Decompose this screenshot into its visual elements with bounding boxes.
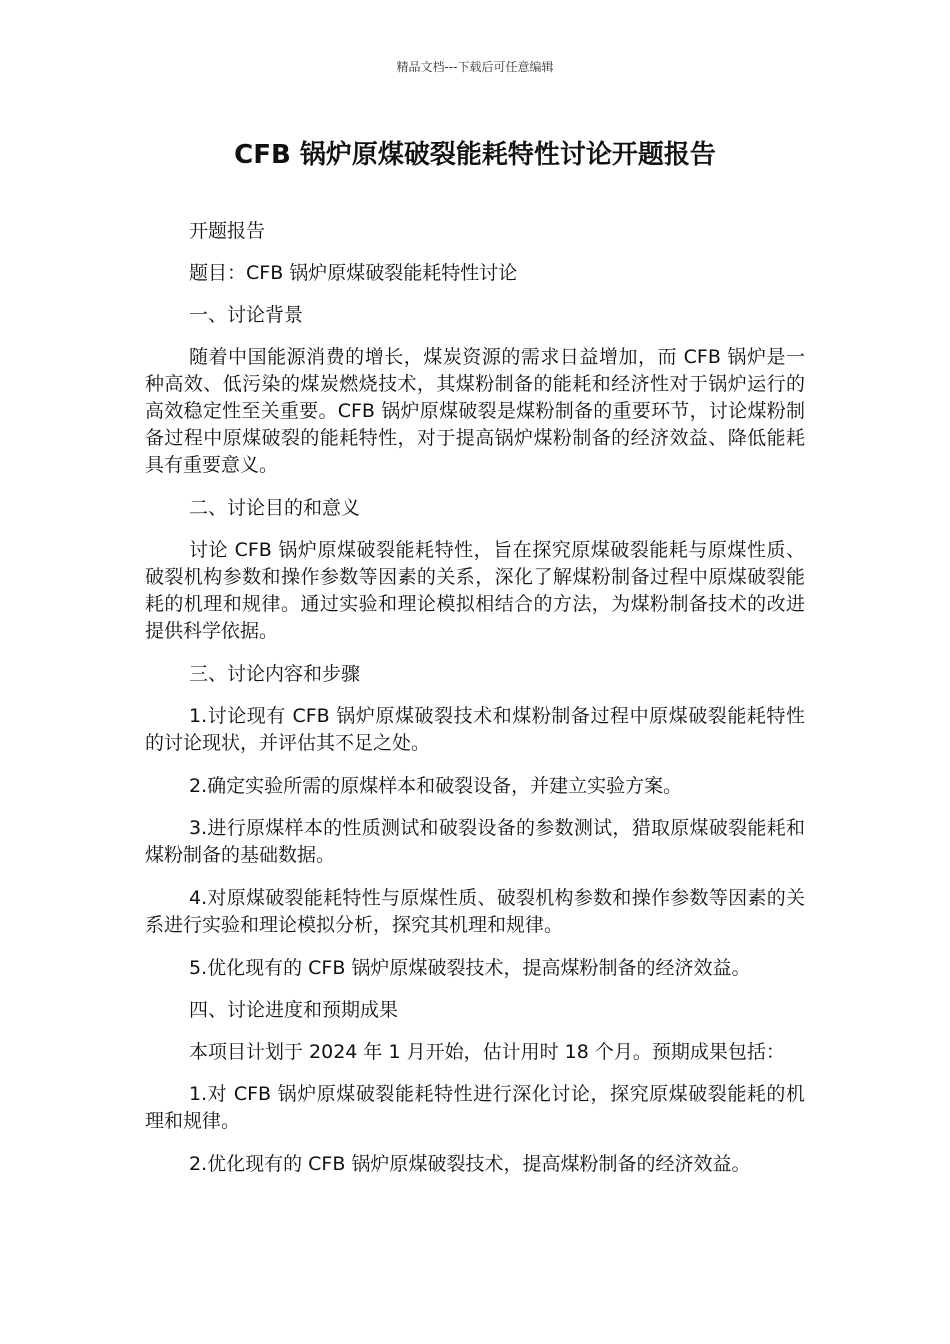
paragraph-purpose: 讨论 CFB 锅炉原煤破裂能耗特性，旨在探究原煤破裂能耗与原煤性质、破裂机构参数和操作参数等因素的关系，深化了解煤粉制备过程中原煤破裂能耗的机理和规律。通过实验和理论模拟相结合的方法，为煤粉制备技术的改进提供科学依据。 bbox=[145, 539, 805, 642]
document-body bbox=[145, 218, 805, 1193]
paragraph-topic: 题目：CFB 锅炉原煤破裂能耗特性讨论 bbox=[189, 262, 518, 284]
paragraph-report-label: 开题报告 bbox=[189, 220, 266, 242]
list-item-step-3: 3.进行原煤样本的性质测试和破裂设备的参数测试，猎取原煤破裂能耗和煤粉制备的基础数据。 bbox=[145, 817, 805, 866]
list-item-step-1: 1.讨论现有 CFB 锅炉原煤破裂技术和煤粉制备过程中原煤破裂能耗特性的讨论现状，并评估其不足之处。 bbox=[145, 705, 805, 754]
paragraph-schedule: 本项目计划于 2024 年 1 月开始，估计用时 18 个月。预期成果包括： bbox=[189, 1041, 785, 1063]
list-item-step-4: 4.对原煤破裂能耗特性与原煤性质、破裂机构参数和操作参数等因素的关系进行实验和理论模拟分析，探究其机理和规律。 bbox=[145, 887, 805, 936]
section-heading-purpose: 二、讨论目的和意义 bbox=[189, 497, 361, 519]
section-heading-content: 三、讨论内容和步骤 bbox=[189, 663, 361, 685]
paragraph-background: 随着中国能源消费的增长，煤炭资源的需求日益增加，而 CFB 锅炉是一种高效、低污染的煤炭燃烧技术，其煤粉制备的能耗和经济性对于锅炉运行的高效稳定性至关重要。CFB 锅炉原煤破裂是煤粉制备的重要环节，讨论煤粉制备过程中原煤破裂的能耗特性，对于提高锅炉煤粉制备的经济效益、降低能耗具有重要意义。 bbox=[145, 346, 805, 476]
list-item-step-5: 5.优化现有的 CFB 锅炉原煤破裂技术，提高煤粉制备的经济效益。 bbox=[189, 957, 751, 979]
page-header: 精品文档---下载后可任意编辑 bbox=[396, 60, 554, 74]
document-title: CFB 锅炉原煤破裂能耗特性讨论开题报告 bbox=[234, 140, 716, 170]
list-item-step-2: 2.确定实验所需的原煤样本和破裂设备，并建立实验方案。 bbox=[189, 775, 683, 797]
list-item-outcome-2: 2.优化现有的 CFB 锅炉原煤破裂技术，提高煤粉制备的经济效益。 bbox=[189, 1153, 751, 1175]
section-heading-schedule: 四、讨论进度和预期成果 bbox=[189, 999, 399, 1021]
section-heading-background: 一、讨论背景 bbox=[189, 304, 304, 326]
list-item-outcome-1: 1.对 CFB 锅炉原煤破裂能耗特性进行深化讨论，探究原煤破裂能耗的机理和规律。 bbox=[145, 1083, 805, 1132]
